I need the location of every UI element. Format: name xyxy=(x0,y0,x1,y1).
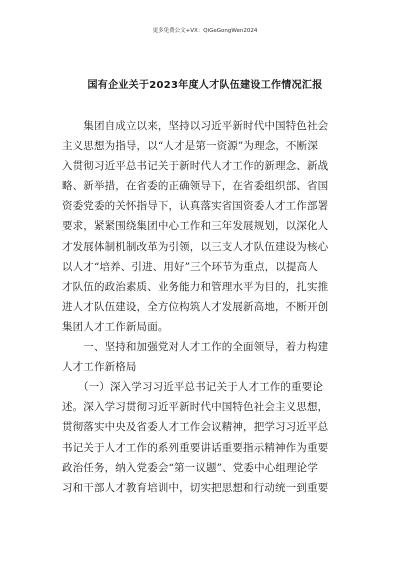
body-line: 略、新举措，在省委的正确领导下，在省委组织部、省国 xyxy=(62,180,329,193)
document-title: 国有企业关于2023年度人才队伍建设工作情况汇报 xyxy=(87,80,323,91)
body-line: 集团人才工作新局面。 xyxy=(62,320,169,333)
body-line: （一）深入学习习近平总书记关于人才工作的重要论 xyxy=(62,381,323,394)
body-line: 才发展体制机制改革为引领，以三支人才队伍建设为核心 xyxy=(62,240,329,253)
body-line: 书记关于人才工作的系列重要讲话重要指示精神作为重要 xyxy=(62,441,329,454)
body-line: 入贯彻习近平总书记关于新时代人才工作的新理念、新战 xyxy=(62,160,329,173)
body-line: 习和干部人才教育培训中，切实把思想和行动统一到重要 xyxy=(62,481,329,494)
body-line: 要求，紧紧围绕集团中心工作和三年发展规划，以深化人 xyxy=(62,220,329,233)
body-line: 政治任务，纳入党委会“第一议题”、党委中心组理论学 xyxy=(62,461,318,474)
body-line: 以人才“培养、引进、用好”三个环节为重点，以提高人 xyxy=(62,260,318,273)
section-heading: 人才工作新格局 xyxy=(62,361,137,374)
body-line: 集团自成立以来，坚持以习近平新时代中国特色社会 xyxy=(62,120,329,132)
body-line: 资委党委的关怀指导下，认真落实省国资委人才工作部署 xyxy=(62,200,329,213)
body-line: 进人才队伍建设，全方位构筑人才发展新高地，不断开创 xyxy=(62,300,329,313)
section-heading: 一、坚持和加强党对人才工作的全面领导，着力构建 xyxy=(62,341,329,354)
body-line: 主义思想为指导，以“人才是第一资源”为理念，不断深 xyxy=(62,140,318,153)
body-line: 才队伍的政治素质、业务能力和管理水平为目的，扎实推 xyxy=(62,280,329,293)
document-body xyxy=(62,116,349,498)
page-header: 更多免费公文+VX：QiGeGongWen2024 xyxy=(152,28,258,34)
body-line: 贯彻落实中央及省委人才工作会议精神，把学习习近平总 xyxy=(62,421,329,434)
body-line: 述。深入学习贯彻习近平新时代中国特色社会主义思想， xyxy=(62,401,329,414)
